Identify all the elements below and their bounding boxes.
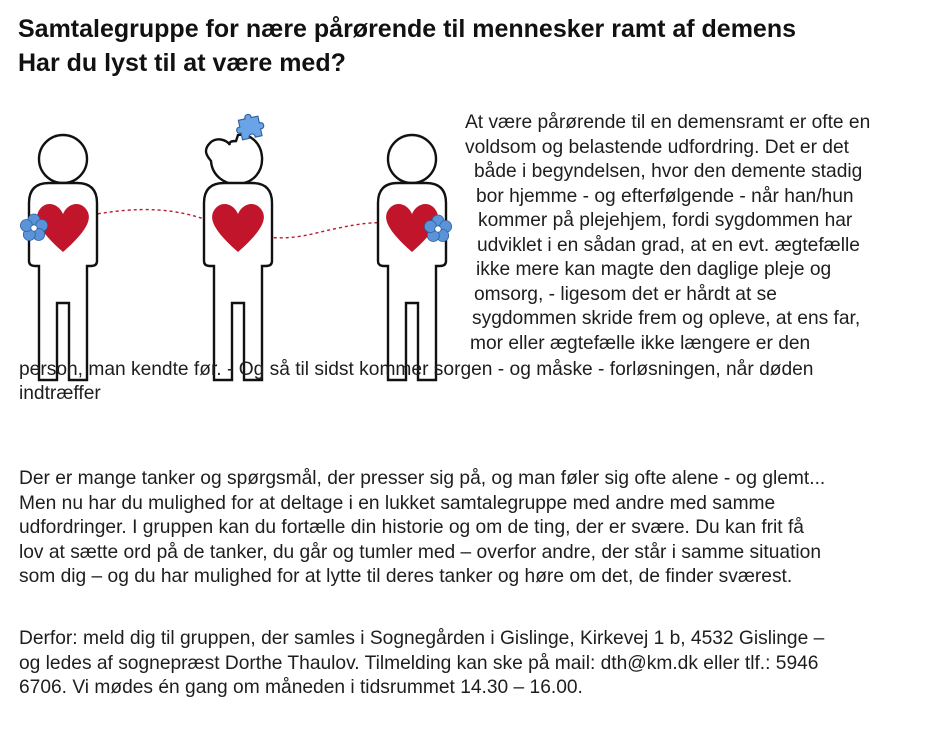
text-line: bor hjemme - og efterfølgende - når han/hun xyxy=(476,186,854,207)
person-icon xyxy=(29,135,97,380)
text-line: 6706. Vi mødes én gang om måneden i tidsrummet 14.30 – 16.00. xyxy=(19,677,583,698)
text-line: voldsom og belastende udfordring. Det er det xyxy=(465,137,849,158)
text-line: indtræffer xyxy=(19,383,101,404)
text-line: udfordringer. I gruppen kan du fortælle din historie og om de ting, der er svære. Du kan frit få xyxy=(19,517,804,538)
text-line: lov at sætte ord på de tanker, du går og tumler med – overfor andre, der står i samme situation xyxy=(19,541,822,563)
text-line: kommer på plejehjem, fordi sygdommen har xyxy=(478,210,853,231)
text-line: både i begyndelsen, hvor den demente stadig xyxy=(474,161,863,182)
text-line: mor eller ægtefælle ikke længere er den xyxy=(470,333,811,354)
text-line: sygdommen skride frem og opleve, at ens far, xyxy=(472,308,861,329)
text-line: person, man kendte før. - Og så til sidst kommer sorgen - og måske - forløsningen, når døden xyxy=(19,359,814,380)
people-illustration xyxy=(12,113,464,385)
text-line: udviklet i en sådan grad, at en evt. ægtefælle xyxy=(477,235,860,256)
text-line: omsorg, - ligesom det er hårdt at se xyxy=(474,284,777,305)
title-line-1: Samtalegruppe for nære pårørende til mennesker ramt af demens xyxy=(18,15,797,43)
text-line: Derfor: meld dig til gruppen, der samles i Sognegården i Gislinge, Kirkevej 1 b, 4532 Gislinge – xyxy=(19,628,825,649)
text-line: Der er mange tanker og spørgsmål, der presser sig på, og man føler sig ofte alene - og glemt... xyxy=(19,468,826,489)
title-line-2: Har du lyst til at være med? xyxy=(18,49,346,77)
text-line: At være pårørende til en demensramt er ofte en xyxy=(465,112,871,133)
text-line: Men nu har du mulighed for at deltage i en lukket samtalegruppe med andre med samme xyxy=(19,492,776,514)
text-line: ikke mere kan magte den daglige pleje og xyxy=(476,259,832,280)
paragraph-thoughts xyxy=(19,467,929,590)
paragraph-signup xyxy=(19,627,929,701)
text-line: som dig – og du har mulighed for at lytte til deres tanker og høre om det, de finder sværest. xyxy=(19,566,793,587)
text-line: og ledes af sognepræst Dorthe Thaulov. Tilmelding kan ske på mail: dth@km.dk eller tlf.: 5946 xyxy=(19,652,819,674)
person-icon xyxy=(378,135,446,380)
person-icon xyxy=(204,135,272,380)
page-title xyxy=(18,12,938,80)
